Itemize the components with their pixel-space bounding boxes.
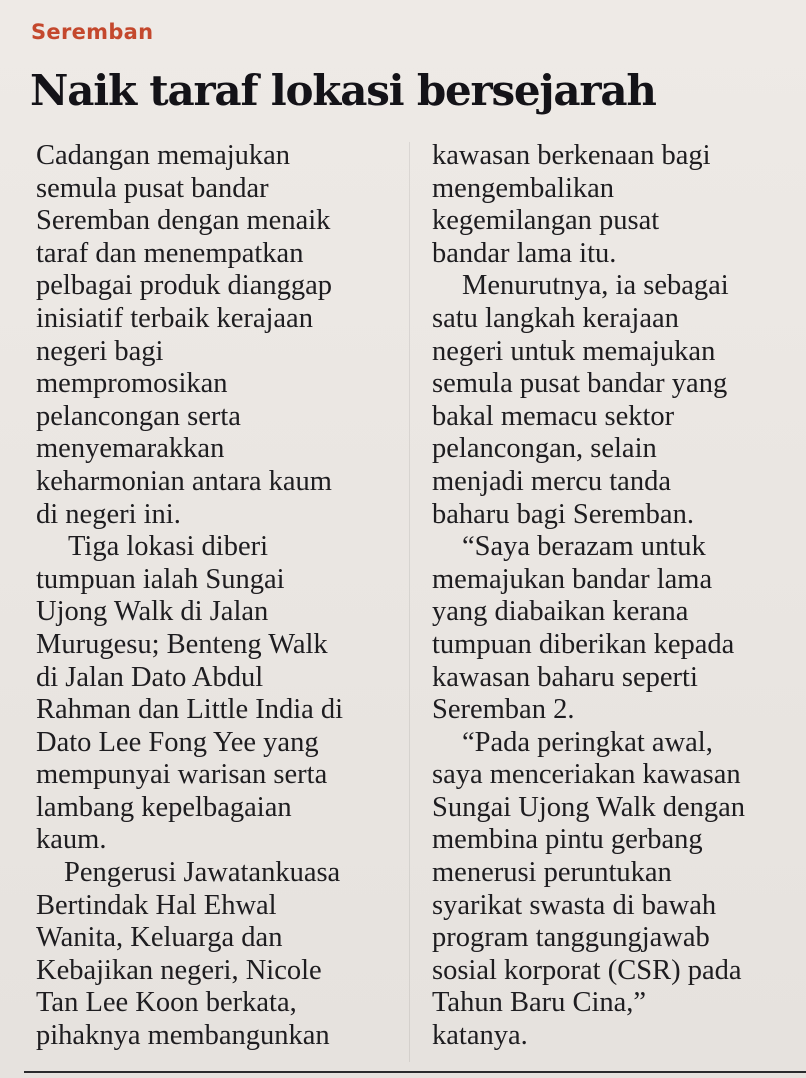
text-line: tumpuan diberikan kepada xyxy=(432,628,735,660)
text-line: Menurutnya, ia sebagai xyxy=(462,270,729,302)
text-line: Dato Lee Fong Yee yang xyxy=(36,726,319,758)
text-line: di negeri ini. xyxy=(36,498,181,530)
text-line: “Pada peringkat awal, xyxy=(462,726,713,758)
text-line: baharu bagi Seremban. xyxy=(432,498,694,530)
text-line: syarikat swasta di bawah xyxy=(432,889,717,921)
text-line: pihaknya membangunkan xyxy=(36,1020,330,1052)
text-line: negeri bagi xyxy=(36,335,164,367)
text-line: Cadangan memajukan xyxy=(36,140,291,171)
text-line: kaum. xyxy=(36,824,107,856)
location-tag: Seremban xyxy=(31,20,154,44)
bottom-rule xyxy=(24,1071,806,1073)
text-line: mempromosikan xyxy=(36,368,228,400)
text-line: Bertindak Hal Ehwal xyxy=(36,889,277,921)
text-line: menerusi peruntukan xyxy=(432,857,672,889)
text-line: semula pusat bandar xyxy=(36,172,269,204)
text-line: Tahun Baru Cina,” xyxy=(432,987,647,1019)
text-line: sosial korporat (CSR) pada xyxy=(432,954,742,986)
text-line: semula pusat bandar yang xyxy=(432,368,728,400)
headline: Naik taraf lokasi bersejarah xyxy=(30,66,656,115)
column-gutter xyxy=(409,142,410,1062)
text-line: negeri untuk memajukan xyxy=(432,335,716,367)
text-line: pelbagai produk dianggap xyxy=(36,270,332,302)
text-line: Sungai Ujong Walk dengan xyxy=(432,791,746,823)
text-line: kawasan berkenaan bagi xyxy=(432,140,711,171)
text-line: memajukan bandar lama xyxy=(432,563,713,595)
text-line: kawasan baharu seperti xyxy=(432,661,698,693)
text-line: bakal memacu sektor xyxy=(432,400,675,432)
text-line: lambang kepelbagaian xyxy=(36,791,292,823)
text-line: bandar lama itu. xyxy=(432,237,617,269)
text-line: Tan Lee Koon berkata, xyxy=(36,987,297,1019)
text-line: Ujong Walk di Jalan xyxy=(36,596,269,628)
text-line: kegemilangan pusat xyxy=(432,205,660,237)
text-line: Seremban dengan menaik xyxy=(36,205,331,237)
text-line: menjadi mercu tanda xyxy=(432,465,671,497)
text-line: taraf dan menempatkan xyxy=(36,237,304,269)
text-line: yang diabaikan kerana xyxy=(432,596,689,628)
text-line: saya menceriakan kawasan xyxy=(432,759,741,791)
text-line: satu langkah kerajaan xyxy=(432,302,679,334)
text-line: Tiga lokasi diberi xyxy=(68,531,269,563)
text-line: program tanggungjawab xyxy=(432,922,710,954)
text-line: katanya. xyxy=(432,1020,528,1052)
text-line: tumpuan ialah Sungai xyxy=(36,563,285,595)
text-line: di Jalan Dato Abdul xyxy=(36,661,264,693)
text-line: Pengerusi Jawatankuasa xyxy=(64,857,341,889)
text-line: keharmonian antara kaum xyxy=(36,465,332,497)
article-column-left xyxy=(36,140,406,1053)
text-line: Murugesu; Benteng Walk xyxy=(36,628,328,660)
text-line: pelancongan serta xyxy=(36,400,241,432)
text-line: Kebajikan negeri, Nicole xyxy=(36,954,322,986)
text-line: inisiatif terbaik kerajaan xyxy=(36,302,313,334)
text-line: membina pintu gerbang xyxy=(432,824,703,856)
text-line: Rahman dan Little India di xyxy=(36,694,344,726)
text-line: pelancongan, selain xyxy=(432,433,657,465)
article-column-right xyxy=(432,140,802,1053)
text-line: mengembalikan xyxy=(432,172,615,204)
text-line: Wanita, Keluarga dan xyxy=(36,922,283,954)
text-line: Seremban 2. xyxy=(432,694,575,726)
text-line: mempunyai warisan serta xyxy=(36,759,328,791)
text-line: “Saya berazam untuk xyxy=(462,531,706,563)
text-line: menyemarakkan xyxy=(36,433,225,465)
